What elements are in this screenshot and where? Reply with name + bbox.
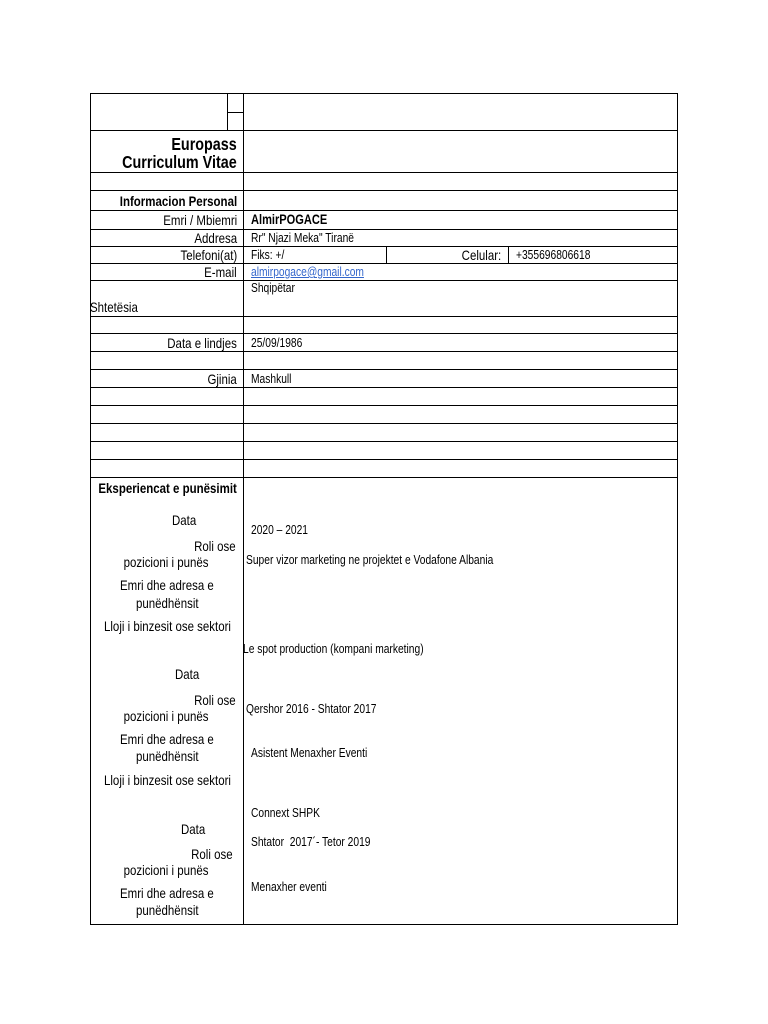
value-cell — [244, 94, 677, 130]
birthdate-label: Data e lindjes — [167, 334, 237, 351]
value-cell — [244, 230, 677, 246]
title-line-1: Europass — [171, 134, 237, 154]
experience-value: Shtator 2017´- Tetor 2019 — [251, 835, 371, 849]
gender-row — [91, 369, 677, 387]
value-cell — [244, 264, 677, 280]
label-cell — [91, 388, 244, 405]
experience-value: Super vizor marketing ne projektet e Vodafone Albania — [246, 553, 494, 567]
value-cell — [244, 131, 677, 172]
value-cell — [244, 406, 677, 423]
value-cell — [244, 460, 677, 477]
mobile-value: +355696806618 — [516, 248, 591, 262]
role-label-line-1: Roli ose — [194, 538, 236, 554]
name-row — [91, 210, 677, 229]
role-label-line-1: Roli ose — [191, 846, 233, 862]
role-label-line-2: pozicioni i punës — [124, 554, 209, 570]
date-label: Data — [172, 512, 197, 528]
label-cell — [91, 230, 244, 246]
value-cell — [244, 281, 677, 316]
employer-label-line-1: Emri dhe adresa e — [120, 885, 214, 901]
nationality-value: Shqipëtar — [251, 281, 295, 295]
label-cell — [91, 352, 244, 369]
value-cell — [244, 388, 677, 405]
birthdate-row — [91, 333, 677, 351]
experience-value: Asistent Menaxher Eventi — [251, 746, 368, 760]
experience-row — [91, 477, 677, 924]
gender-value: Mashkull — [251, 371, 292, 386]
value-cell — [244, 173, 677, 190]
experience-heading: Eksperiencat e punësimit — [98, 480, 237, 496]
landline-cell — [244, 247, 387, 263]
employer-label-line-2: punëdhënsit — [136, 902, 199, 918]
value-cell — [244, 442, 677, 459]
phone-label: Telefoni(at) — [180, 247, 237, 263]
empty-row — [91, 351, 677, 369]
empty-row — [91, 441, 677, 459]
address-label: Addresa — [194, 230, 237, 246]
title-line-2: Curriculum Vitae — [122, 152, 237, 172]
value-cell — [244, 352, 677, 369]
experience-value: Connext SHPK — [251, 806, 320, 820]
value-cell — [244, 370, 677, 387]
role-label-line-2: pozicioni i punës — [124, 862, 209, 878]
email-link[interactable]: almirpogace@gmail.com — [251, 265, 364, 279]
personal-heading-row — [91, 190, 677, 210]
value-cell — [244, 317, 677, 333]
table-row-top — [91, 94, 677, 130]
value-cell — [244, 424, 677, 441]
label-cell — [91, 191, 244, 210]
address-value: Rr" Njazi Meka" Tiranë — [251, 231, 354, 245]
mobile-cell — [509, 247, 677, 263]
experience-value: 2020 – 2021 — [251, 523, 309, 537]
birthdate-value: 25/09/1986 — [251, 335, 303, 350]
experience-value: Menaxher eventi — [251, 880, 327, 894]
empty-row — [91, 172, 677, 190]
landline-value: Fiks: +/ — [251, 248, 285, 262]
employer-label-line-2: punëdhënsit — [136, 595, 199, 611]
personal-heading: Informacion Personal — [119, 192, 237, 209]
role-label-line-1: Roli ose — [194, 692, 236, 708]
cv-table — [90, 93, 678, 925]
label-cell — [91, 94, 244, 130]
name-label: Emri / Mbiemri — [163, 212, 237, 228]
label-cell — [91, 406, 244, 423]
empty-row — [91, 423, 677, 441]
label-cell — [91, 281, 244, 316]
experience-value: Qershor 2016 - Shtator 2017 — [246, 702, 377, 716]
label-cell — [91, 334, 244, 351]
title-row — [91, 130, 677, 172]
name-value: AlmirPOGACE — [251, 212, 328, 227]
experience-labels-cell — [91, 478, 244, 924]
role-label-line-2: pozicioni i punës — [124, 708, 209, 724]
label-cell — [91, 424, 244, 441]
value-cell — [244, 334, 677, 351]
sector-label: Lloji i binzesit ose sektori — [104, 772, 231, 788]
email-row — [91, 263, 677, 280]
label-cell — [91, 460, 244, 477]
value-cell — [244, 191, 677, 210]
nationality-row — [91, 280, 677, 316]
experience-value: Le spot production (kompani marketing) — [243, 642, 424, 656]
empty-row — [91, 316, 677, 333]
label-cell — [91, 211, 244, 229]
empty-row — [91, 387, 677, 405]
email-label: E-mail — [204, 264, 237, 280]
corner-box-divider — [227, 112, 243, 113]
phone-row — [91, 246, 677, 263]
employer-label-line-1: Emri dhe adresa e — [120, 731, 214, 747]
mobile-label-cell — [387, 247, 509, 263]
label-cell — [91, 264, 244, 280]
label-cell — [91, 370, 244, 387]
empty-row — [91, 405, 677, 423]
experience-values-cell — [244, 478, 677, 924]
address-row — [91, 229, 677, 246]
label-cell — [91, 173, 244, 190]
gender-label: Gjinia — [207, 370, 237, 387]
mobile-label: Celular: — [461, 247, 501, 263]
employer-label-line-1: Emri dhe adresa e — [120, 577, 214, 593]
nationality-label: Shtetësia — [90, 299, 138, 315]
value-cell — [244, 247, 677, 263]
date-label: Data — [181, 821, 206, 837]
title-cell — [91, 131, 244, 172]
value-cell — [244, 211, 677, 229]
sector-label: Lloji i binzesit ose sektori — [104, 618, 231, 634]
date-label: Data — [175, 666, 200, 682]
employer-label-line-2: punëdhënsit — [136, 748, 199, 764]
label-cell — [91, 247, 244, 263]
label-cell — [91, 442, 244, 459]
empty-row — [91, 459, 677, 477]
label-cell — [91, 317, 244, 333]
